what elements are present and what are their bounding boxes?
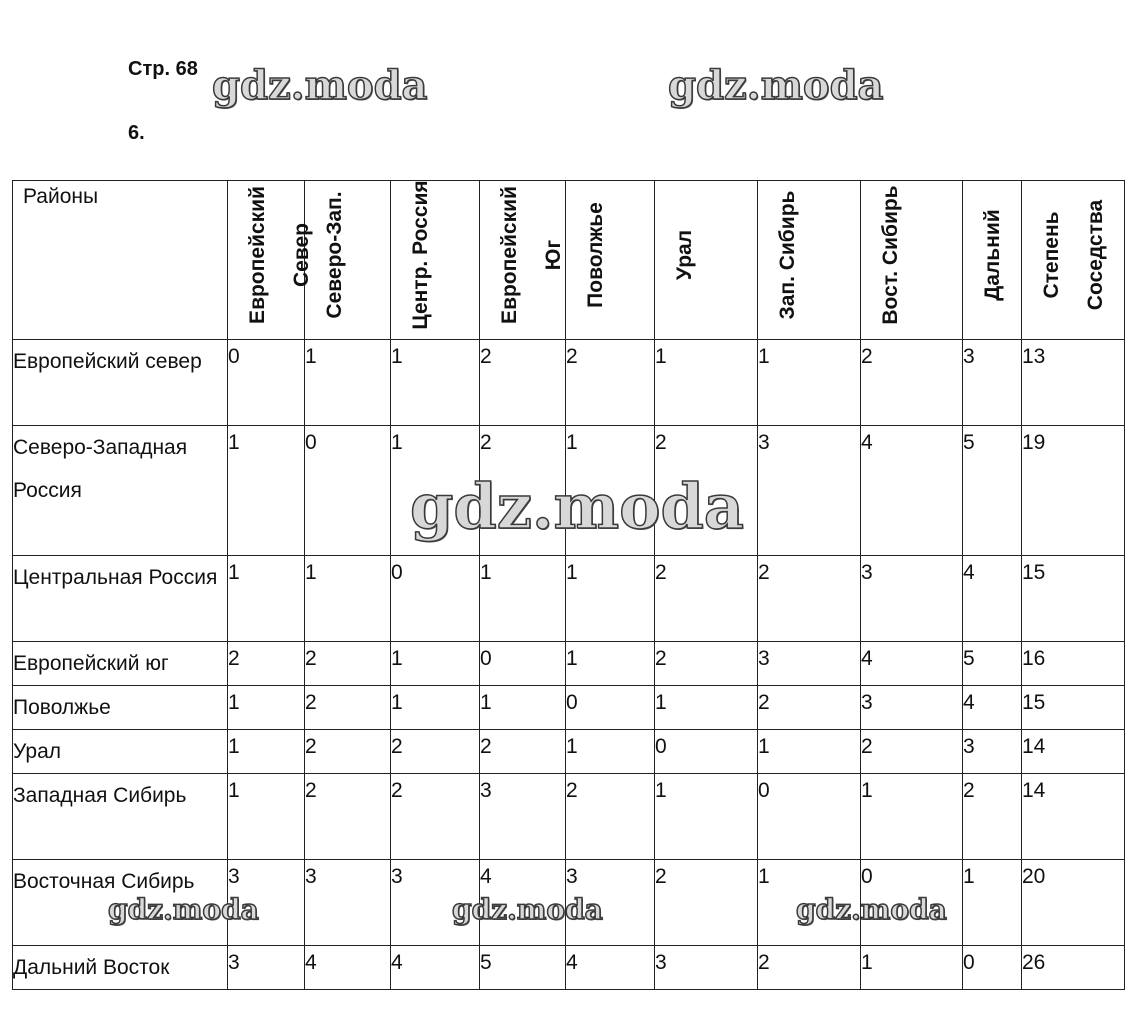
column-header [1022,181,1125,340]
table-cell: 2 [480,340,566,426]
table-cell: 1 [391,642,480,686]
table-row [13,340,1125,426]
table-cell: 0 [758,774,861,860]
column-header-label: Северо-Зап. [323,191,346,319]
table-cell: 1 [228,556,305,642]
table-cell: 4 [391,946,480,990]
table-cell: 2 [758,556,861,642]
table-row [13,946,1125,990]
table-cell: 1 [228,426,305,556]
table-cell: 5 [480,946,566,990]
table-cell: 2 [391,730,480,774]
table-cell: 4 [566,946,655,990]
row-label: Поволжье [13,686,228,730]
table-cell: 4 [305,946,391,990]
table-cell: 3 [758,426,861,556]
table-cell: 4 [861,642,963,686]
table-cell: 2 [391,774,480,860]
table-cell: 3 [963,340,1022,426]
table-cell: 3 [861,686,963,730]
table-cell: 3 [963,730,1022,774]
table-cell: 1 [655,774,758,860]
table-row [13,686,1125,730]
column-header-label: Центр. Россия [409,180,432,330]
table-cell: 2 [305,686,391,730]
table-cell: 1 [228,774,305,860]
table-cell: 19 [1022,426,1125,556]
table-cell: 26 [1022,946,1125,990]
table-cell: 4 [861,426,963,556]
table-cell: 0 [963,946,1022,990]
header-row [13,181,1125,340]
table-cell: 2 [963,774,1022,860]
watermark: gdz.moda [108,893,259,926]
table-cell: 5 [963,642,1022,686]
watermark: gdz.moda [668,62,884,109]
column-header [391,181,480,340]
table-cell: 3 [228,860,305,946]
row-label: Европейский юг [13,642,228,686]
column-header [228,181,313,340]
table-cell: 1 [391,426,480,556]
column-header [758,181,861,340]
table-cell: 0 [655,730,758,774]
row-label: Северо-Западная Россия [13,426,228,556]
column-header-label: Степень Соседства [1040,199,1107,311]
table-cell: 3 [566,860,655,946]
table-cell: 0 [228,340,305,426]
table-cell: 1 [305,556,391,642]
table-cell: 1 [861,774,963,860]
table-cell: 1 [758,340,861,426]
corner-header: Районы [13,181,228,340]
table-cell: 4 [480,860,566,946]
table-cell: 2 [861,340,963,426]
table-cell: 2 [758,686,861,730]
table-cell: 3 [305,860,391,946]
table-cell: 1 [566,642,655,686]
table-cell: 1 [480,556,566,642]
row-label: Центральная Россия [13,556,228,642]
table-cell: 3 [228,946,305,990]
table-body [13,340,1125,990]
column-header-label: Поволжье [584,202,607,308]
table-cell: 2 [566,340,655,426]
table-cell: 0 [391,556,480,642]
table-cell: 2 [305,730,391,774]
table-row [13,730,1125,774]
table-cell: 1 [655,340,758,426]
table-row [13,642,1125,686]
table-cell: 1 [655,686,758,730]
table-cell: 1 [480,686,566,730]
table-cell: 14 [1022,730,1125,774]
table-cell: 4 [963,556,1022,642]
table-cell: 1 [963,860,1022,946]
column-header-label: Урал [673,229,696,281]
table-cell: 1 [228,686,305,730]
table-cell: 20 [1022,860,1125,946]
table-cell: 1 [566,556,655,642]
column-header [305,181,391,340]
table-cell: 0 [861,860,963,946]
table-cell: 5 [963,426,1022,556]
table-cell: 2 [305,774,391,860]
table-cell: 1 [391,340,480,426]
task-number: 6. [128,122,145,144]
watermark: gdz.moda [796,893,947,926]
page-number: Стр. 68 [128,58,198,80]
column-header-label: Зап. Сибирь [776,190,799,320]
table-cell: 15 [1022,556,1125,642]
row-label: Европейский север [13,340,228,426]
table-cell: 2 [655,556,758,642]
row-label: Дальний Восток [13,946,228,990]
table-cell: 2 [305,642,391,686]
table-cell: 2 [861,730,963,774]
table-cell: 2 [566,774,655,860]
column-header [963,181,1022,340]
table-cell: 13 [1022,340,1125,426]
table-cell: 0 [480,642,566,686]
table-cell: 15 [1022,686,1125,730]
table-cell: 0 [305,426,391,556]
column-header [480,181,566,340]
table-cell: 4 [963,686,1022,730]
watermark: gdz.moda [452,893,603,926]
table-cell: 2 [655,642,758,686]
table-cell: 2 [480,426,566,556]
column-header [566,181,655,340]
table-cell: 2 [655,860,758,946]
watermark: gdz.moda [410,470,744,543]
table-cell: 1 [758,860,861,946]
table-row [13,556,1125,642]
table-cell: 1 [566,730,655,774]
table-cell: 3 [480,774,566,860]
column-header [655,181,758,340]
table-cell: 1 [861,946,963,990]
watermark: gdz.moda [212,62,428,109]
column-header-label: Европейский Север [246,186,313,324]
row-label: Урал [13,730,228,774]
table-cell: 2 [480,730,566,774]
row-label: Восточная Сибирь [13,860,228,946]
table-cell: 1 [758,730,861,774]
table-cell: 16 [1022,642,1125,686]
table-cell: 1 [566,426,655,556]
table-cell: 1 [228,730,305,774]
column-header [861,181,963,340]
table-cell: 2 [655,426,758,556]
column-header-label: Европейский Юг [498,186,565,324]
table-cell: 3 [758,642,861,686]
table-cell: 1 [391,686,480,730]
row-label: Западная Сибирь [13,774,228,860]
table-cell: 2 [228,642,305,686]
neighborhood-table [12,180,1125,990]
table-row [13,774,1125,860]
table-cell: 3 [861,556,963,642]
table-cell: 3 [391,860,480,946]
column-header-label: Вост. Сибирь [879,185,902,325]
table-cell: 3 [655,946,758,990]
column-header-label: Дальний [981,209,1004,301]
table-cell: 0 [566,686,655,730]
table-cell: 2 [758,946,861,990]
table-cell: 14 [1022,774,1125,860]
table-cell: 1 [305,340,391,426]
